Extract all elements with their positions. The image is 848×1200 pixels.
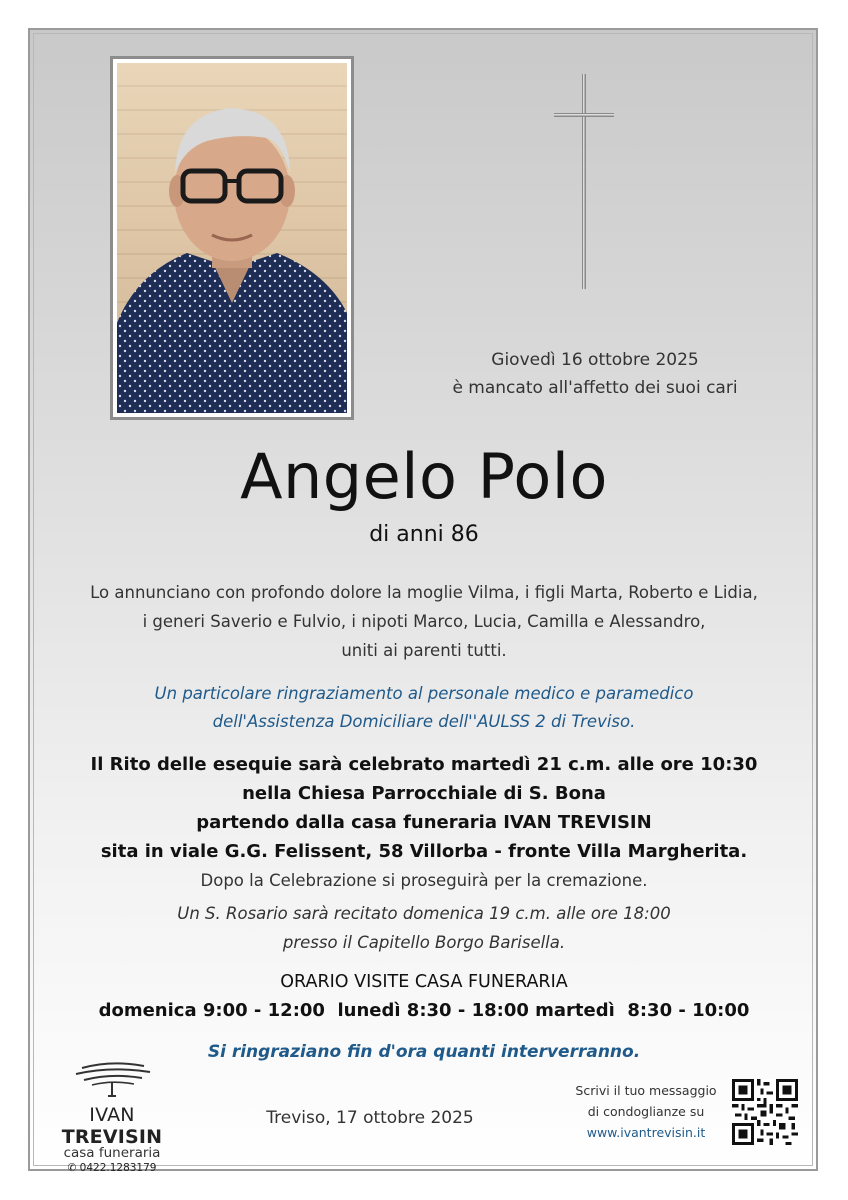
medical-thanks-line: Un particolare ringraziamento al personale medico e paramedico (154, 684, 694, 703)
announcement-line: uniti ai parenti tutti. (341, 641, 507, 660)
funeral-home-logo (42, 1060, 182, 1174)
family-announcement (0, 578, 848, 665)
medical-thanks-line: dell'Assistenza Domiciliare dell''AULSS 2 di Treviso. (212, 712, 636, 731)
rosary-details (0, 899, 848, 957)
announcement-line: Lo annunciano con profondo dolore la moglie Vilma, i figli Marta, Roberto e Lidia, (90, 583, 758, 602)
announcement-line: i generi Saverio e Fulvio, i nipoti Marco, Lucia, Camilla e Alessandro, (142, 612, 706, 631)
funeral-line: nella Chiesa Parrocchiale di S. Bona (242, 783, 606, 804)
qr-code-icon[interactable] (732, 1079, 798, 1145)
deceased-name: Angelo Polo (240, 440, 608, 513)
tree-logo-icon (72, 1060, 152, 1098)
logo-subtitle: casa funeraria (63, 1145, 161, 1161)
funeral-line: sita in viale G.G. Felissent, 58 Villorba - fronte Villa Margherita. (100, 841, 748, 862)
visits-hours: domenica 9:00 - 12:00 lunedì 8:30 - 18:00 martedì 8:30 - 10:00 (98, 1000, 750, 1021)
condolence-message: Scrivi il tuo messaggio di condoglianze su www.ivantrevisin.it (566, 1080, 726, 1143)
final-thanks: Si ringraziano fin d'ora quanti interverranno. (207, 1042, 641, 1062)
visits-title: ORARIO VISITE CASA FUNERARIA (280, 972, 568, 992)
rosary-line: Un S. Rosario sarà recitato domenica 19 c.m. alle ore 18:00 (177, 904, 671, 923)
website-link[interactable]: www.ivantrevisin.it (586, 1125, 706, 1140)
logo-phone: ✆ 0422.1283179 (67, 1162, 157, 1174)
cross-icon (550, 74, 620, 294)
portrait-frame (110, 56, 354, 420)
rosary-line: presso il Capitello Borgo Barisella. (282, 933, 566, 952)
medical-thanks (0, 680, 848, 736)
logo-name: IVAN TREVISIN (61, 1104, 163, 1148)
funeral-line: partendo dalla casa funeraria IVAN TREVISIN (196, 812, 652, 833)
place-date: Treviso, 17 ottobre 2025 (266, 1108, 474, 1128)
deceased-age: di anni 86 (369, 522, 479, 547)
passing-line: è mancato all'affetto dei suoi cari (452, 378, 738, 398)
funeral-details (0, 750, 848, 895)
funeral-line: Il Rito delle esequie sarà celebrato martedì 21 c.m. alle ore 10:30 (90, 754, 758, 775)
phone-icon: ✆ (67, 1162, 77, 1174)
portrait-photo (117, 63, 347, 413)
death-date-block (430, 346, 760, 402)
cremation-note: Dopo la Celebrazione si proseguirà per la cremazione. (200, 871, 648, 890)
death-date: Giovedì 16 ottobre 2025 (491, 350, 699, 370)
